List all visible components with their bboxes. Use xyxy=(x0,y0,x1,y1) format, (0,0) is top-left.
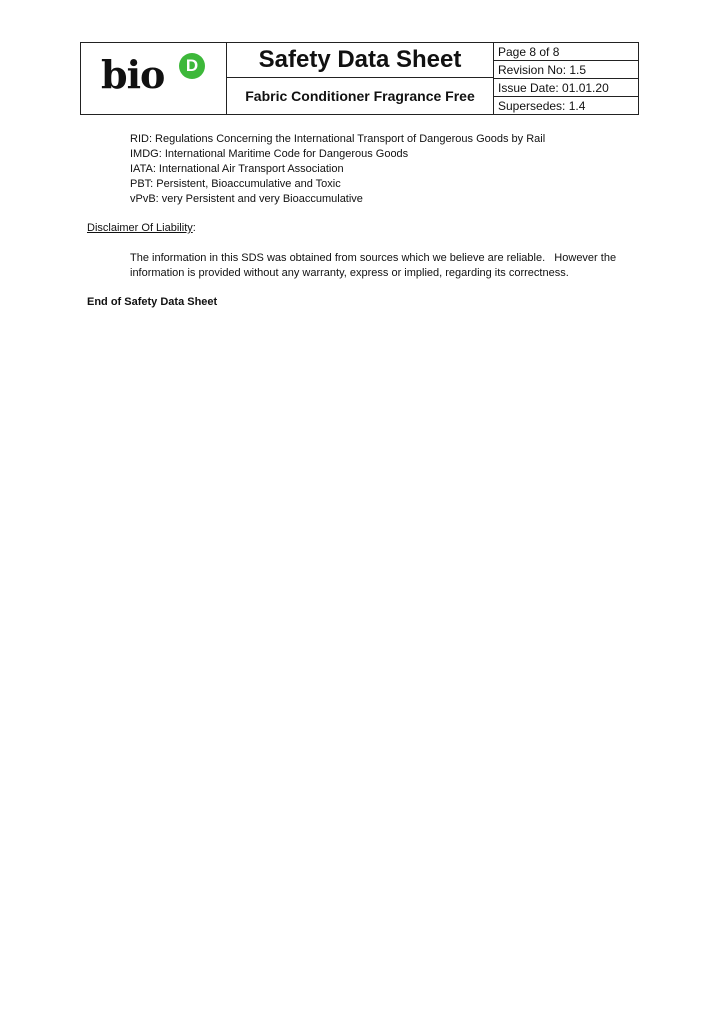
abbreviation-list xyxy=(130,132,647,207)
meta-cell xyxy=(494,43,638,114)
abbreviation-item: IMDG: International Maritime Code for Dangerous Goods xyxy=(130,148,409,160)
supersedes: Supersedes: 1.4 xyxy=(498,98,586,113)
abbreviation-item: PBT: Persistent, Bioaccumulative and Toxic xyxy=(130,178,341,190)
logo-text: bio xyxy=(101,52,165,97)
logo-cell xyxy=(81,43,227,114)
bio-d-logo xyxy=(101,51,205,103)
title-cell xyxy=(227,43,494,114)
logo-badge: D xyxy=(179,53,205,79)
product-name: Fabric Conditioner Fragrance Free xyxy=(227,77,493,114)
revision-number: Revision No: 1.5 xyxy=(494,61,638,79)
disclaimer-colon: : xyxy=(192,222,196,234)
issue-date: Issue Date: 01.01.20 xyxy=(494,79,638,97)
disclaimer-heading-line xyxy=(87,221,647,236)
document-title: Safety Data Sheet xyxy=(258,46,462,73)
end-of-sheet: End of Safety Data Sheet xyxy=(87,296,218,308)
abbreviation-item: IATA: International Air Transport Association xyxy=(130,163,344,175)
document-body xyxy=(87,132,647,310)
disclaimer-heading: Disclaimer Of Liability xyxy=(87,222,193,234)
abbreviation-item: RID: Regulations Concerning the International Transport of Dangerous Goods by Rail xyxy=(130,133,546,145)
page-number: Page 8 of 8 xyxy=(494,43,638,61)
document-header xyxy=(80,42,639,115)
abbreviation-item: vPvB: very Persistent and very Bioaccumulative xyxy=(130,193,363,205)
disclaimer-text: The information in this SDS was obtained from sources which we believe are reliable. However the information is provided without any warranty, express or implied, regarding its correctness. xyxy=(130,252,620,279)
